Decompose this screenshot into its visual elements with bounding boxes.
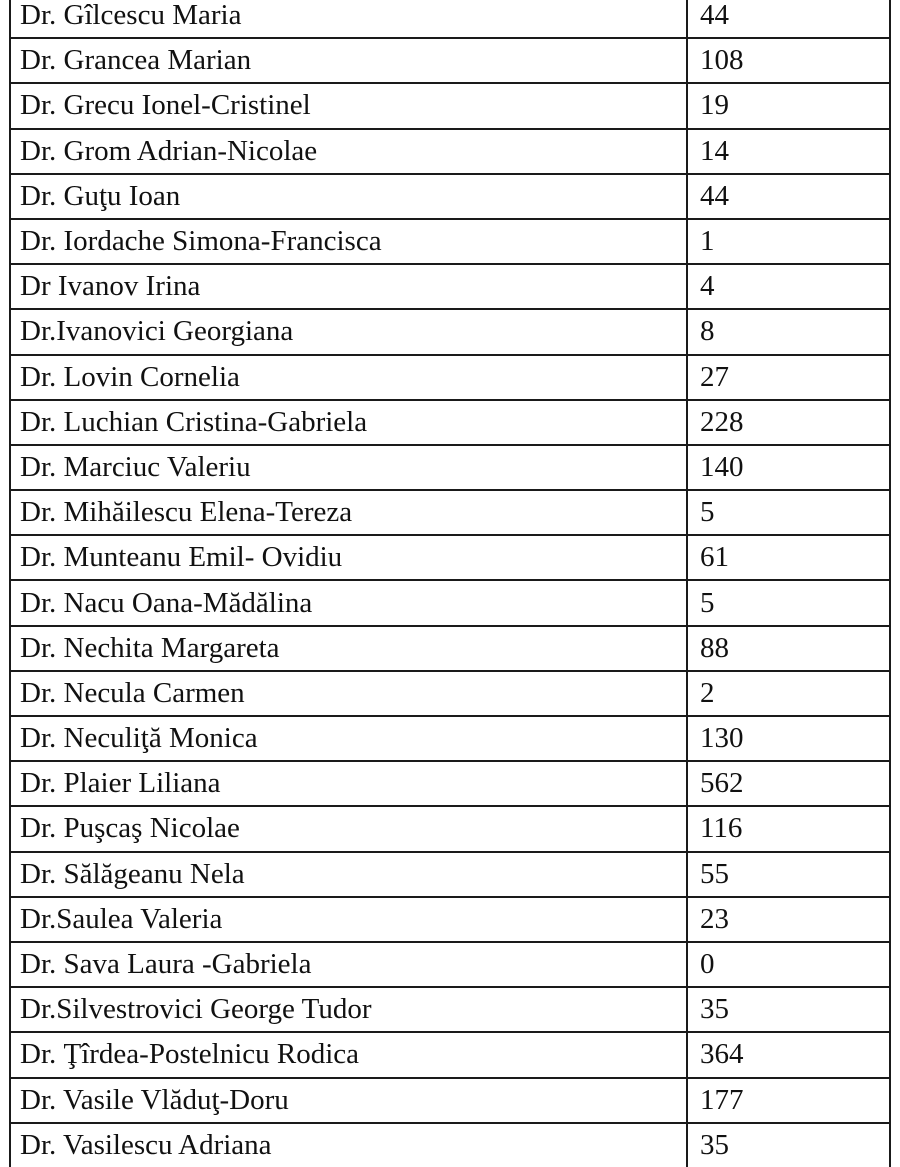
doctor-name-cell: Dr. Sălăgeanu Nela [10,852,687,897]
doctor-name-cell: Dr. Vasilescu Adriana [10,1123,687,1167]
table-row [10,852,890,897]
table-row [10,942,890,987]
doctor-name-cell: Dr.Saulea Valeria [10,897,687,942]
table-row [10,1123,890,1167]
table-row [10,987,890,1032]
doctor-name-cell: Dr. Plaier Liliana [10,761,687,806]
doctor-name-cell: Dr. Guţu Ioan [10,174,687,219]
count-cell: 14 [687,129,890,174]
table-row [10,400,890,445]
table-row [10,0,890,38]
count-cell: 228 [687,400,890,445]
count-cell: 23 [687,897,890,942]
count-cell: 108 [687,38,890,83]
table-row [10,174,890,219]
table-row [10,1032,890,1077]
table-row [10,761,890,806]
count-cell: 2 [687,671,890,716]
doctor-name-cell: Dr.Ivanovici Georgiana [10,309,687,354]
doctor-name-cell: Dr. Mihăilescu Elena-Tereza [10,490,687,535]
doctor-name-cell: Dr. Sava Laura -Gabriela [10,942,687,987]
count-cell: 177 [687,1078,890,1123]
doctor-name-cell: Dr. Marciuc Valeriu [10,445,687,490]
table-row [10,445,890,490]
table-row [10,671,890,716]
count-cell: 0 [687,942,890,987]
doctor-name-cell: Dr. Puşcaş Nicolae [10,806,687,851]
count-cell: 562 [687,761,890,806]
count-cell: 55 [687,852,890,897]
count-cell: 19 [687,83,890,128]
count-cell: 44 [687,0,890,38]
count-cell: 27 [687,355,890,400]
table-row [10,129,890,174]
doctor-name-cell: Dr.Silvestrovici George Tudor [10,987,687,1032]
table-row [10,535,890,580]
table-row [10,490,890,535]
count-cell: 140 [687,445,890,490]
count-cell: 4 [687,264,890,309]
table-row [10,219,890,264]
count-cell: 5 [687,490,890,535]
count-cell: 5 [687,580,890,625]
doctor-name-cell: Dr. Ţîrdea-Postelnicu Rodica [10,1032,687,1077]
count-cell: 61 [687,535,890,580]
count-cell: 130 [687,716,890,761]
count-cell: 116 [687,806,890,851]
table-row [10,264,890,309]
doctor-name-cell: Dr. Munteanu Emil- Ovidiu [10,535,687,580]
table-row [10,309,890,354]
count-cell: 44 [687,174,890,219]
doctor-name-cell: Dr Ivanov Irina [10,264,687,309]
doctor-name-cell: Dr. Grom Adrian-Nicolae [10,129,687,174]
doctor-name-cell: Dr. Lovin Cornelia [10,355,687,400]
table-row [10,83,890,128]
doctor-name-cell: Dr. Neculiţă Monica [10,716,687,761]
count-cell: 8 [687,309,890,354]
count-cell: 35 [687,987,890,1032]
doctor-name-cell: Dr. Nechita Margareta [10,626,687,671]
table-row [10,355,890,400]
count-cell: 364 [687,1032,890,1077]
table-row [10,806,890,851]
doctor-name-cell: Dr. Iordache Simona-Francisca [10,219,687,264]
table-row [10,626,890,671]
doctors-table [9,0,891,1167]
count-cell: 1 [687,219,890,264]
table-row [10,716,890,761]
count-cell: 35 [687,1123,890,1167]
table-row [10,1078,890,1123]
doctor-name-cell: Dr. Grecu Ionel-Cristinel [10,83,687,128]
table-row [10,38,890,83]
doctor-name-cell: Dr. Luchian Cristina-Gabriela [10,400,687,445]
doctor-name-cell: Dr. Nacu Oana-Mădălina [10,580,687,625]
doctor-name-cell: Dr. Gîlcescu Maria [10,0,687,38]
table-row [10,897,890,942]
doctor-name-cell: Dr. Grancea Marian [10,38,687,83]
count-cell: 88 [687,626,890,671]
table-row [10,580,890,625]
doctor-name-cell: Dr. Necula Carmen [10,671,687,716]
doctor-name-cell: Dr. Vasile Vlăduţ-Doru [10,1078,687,1123]
